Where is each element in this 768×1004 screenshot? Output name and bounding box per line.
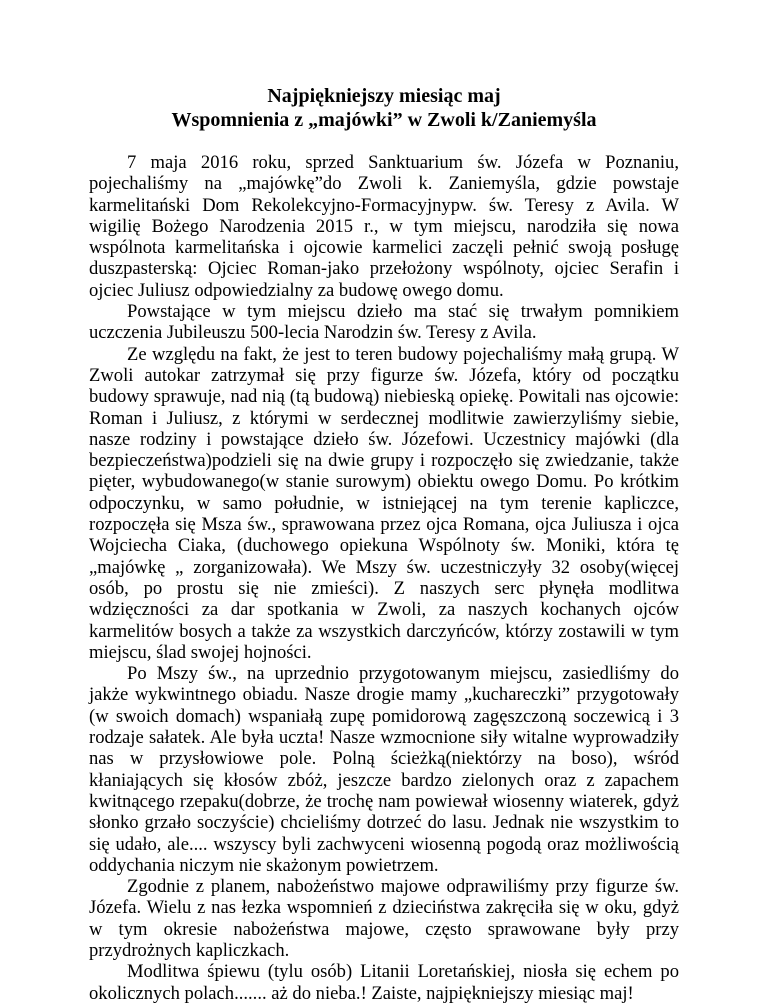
paragraph-4: Po Mszy św., na uprzednio przygotowanym miejscu, zasiedliśmy do jakże wykwintnego obiadu. Nasze drogie mamy „kuchareczki” przygotowały (w swoich domach) wspaniałą zupę pomidorową zagęszczoną soczewicą i 3 rodzaje sałatek. Ale była uczta! Nasze wzmocnione siły witalne wyprowadziły nas w przysłowiowe pole. Polną ścieżką(niektórzy na boso), wśród kłaniających się kłosów zbóż, jeszcze bardzo zielonych oraz z zapachem kwitnącego rzepaku(dobrze, że trochę nam powiewał wiosenny wiaterek, gdyż słonko grzało soczyście) chcieliśmy dotrzeć do lasu. Jednak nie wszystkim to się udało, ale.... wszyscy byli zachwyceni wiosenną pogodą oraz możliwością oddychania niczym nie skażonym powietrzem. (89, 663, 679, 876)
title-line-2: Wspomnienia z „majówki” w Zwoli k/Zaniemyśla (171, 109, 597, 131)
document-body (89, 152, 679, 1004)
paragraph-3: Ze względu na fakt, że jest to teren budowy pojechaliśmy małą grupą. W Zwoli autokar zatrzymał się przy figurze św. Józefa, który od początku budowy sprawuje, nad nią (tą budową) niebieską opiekę. Powitali nas ojcowie: Roman i Juliusz, z którymi w serdecznej modlitwie zawierzyliśmy siebie, nasze rodziny i powstające dzieło św. Józefowi. Uczestnicy majówki (dla bezpieczeństwa)podzieli się na dwie grupy i rozpoczęło się zwiedzanie, także pięter, wybudowanego(w stanie surowym) obiektu owego Domu. Po krótkim odpoczynku, w samo południe, w istniejącej na tym terenie kapliczce, rozpoczęła się Msza św., sprawowana przez ojca Romana, ojca Juliusza i ojca Wojciecha Ciaka, (duchowego opiekuna Wspólnoty św. Moniki, która tę „majówkę „ zorganizowała). We Mszy św. uczestniczyły 32 osoby(więcej osób, po prostu się nie zmieści). Z naszych serc płynęła modlitwa wdzięczności za dar spotkania w Zwoli, za naszych kochanych ojców karmelitów bosych a także za wszystkich darczyńców, którzy zostawili w tym miejscu, ślad swojej hojności. (89, 343, 679, 663)
paragraph-2: Powstające w tym miejscu dzieło ma stać się trwałym pomnikiem uczczenia Jubileuszu 500-lecia Narodzin św. Teresy z Avila. (89, 301, 679, 344)
document-page (89, 84, 679, 1004)
paragraph-1: 7 maja 2016 roku, sprzed Sanktuarium św. Józefa w Poznaniu, pojechaliśmy na „majówkę”do Zwoli k. Zaniemyśla, gdzie powstaje karmelitański Dom Rekolekcyjno-Formacyjnypw. św. Teresy z Avila. W wigilię Bożego Narodzenia 2015 r., w tym miejscu, narodziła się nowa wspólnota karmelitańska i ojcowie karmelici zaczęli pełnić swoją posługę duszpasterską: Ojciec Roman-jako przełożony wspólnoty, ojciec Serafin i ojciec Juliusz odpowiedzialny za budowę owego domu. (89, 152, 679, 301)
paragraph-5: Zgodnie z planem, nabożeństwo majowe odprawiliśmy przy figurze św. Józefa. Wielu z nas łezka wspomnień z dzieciństwa zakręciła się w oku, gdyż w tym okresie nabożeństwa majowe, często sprawowane były przy przydrożnych kapliczkach. (89, 876, 679, 961)
title-line-1: Najpiękniejszy miesiąc maj (267, 85, 501, 107)
paragraph-6: Modlitwa śpiewu (tylu osób) Litanii Loretańskiej, niosła się echem po okolicznych polach....... aż do nieba.! Zaiste, najpiękniejszy miesiąc maj! (89, 961, 679, 1004)
document-title (89, 84, 679, 132)
